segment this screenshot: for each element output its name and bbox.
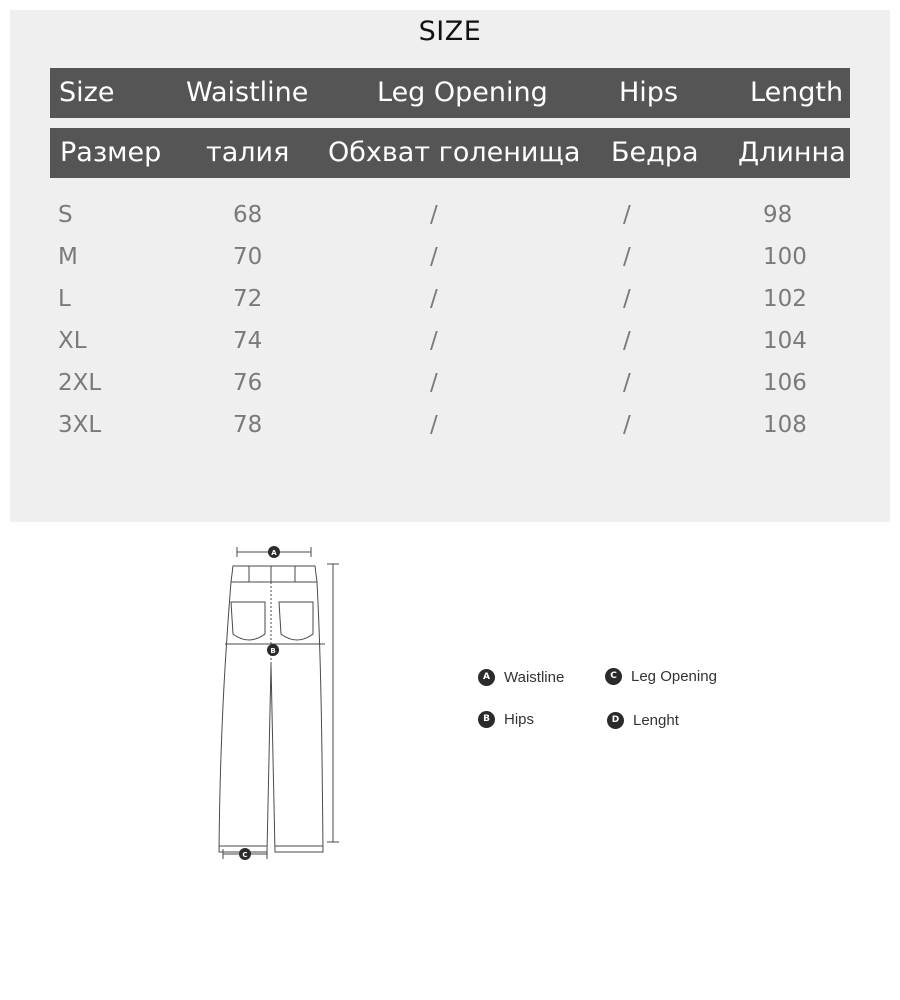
back-pocket-left <box>231 602 265 640</box>
marker-a-label: A <box>271 549 277 557</box>
header-waistline: Waistline <box>186 77 309 108</box>
cell-leg: / <box>430 370 438 396</box>
legend-label: Hips <box>504 710 535 728</box>
header-row-russian <box>50 128 850 178</box>
header-length: Length <box>750 77 844 108</box>
cell-length: 104 <box>763 328 807 354</box>
cell-leg: / <box>430 328 438 354</box>
table-row <box>0 236 900 278</box>
cell-waist: 70 <box>233 244 263 270</box>
header-ru-leg-opening: Обхват голенища <box>328 137 581 168</box>
cell-waist: 72 <box>233 286 263 312</box>
cell-size: L <box>58 286 71 312</box>
cell-length: 98 <box>763 202 793 228</box>
header-leg-opening: Leg Opening <box>377 77 548 108</box>
table-row <box>0 194 900 236</box>
header-ru-waistline: талия <box>206 137 290 168</box>
badge-c-icon: C <box>605 668 622 685</box>
badge-a-icon: A <box>478 669 495 686</box>
cell-size: XL <box>58 328 87 354</box>
cell-length: 102 <box>763 286 807 312</box>
cell-leg: / <box>430 202 438 228</box>
header-ru-hips: Бедра <box>611 137 699 168</box>
cell-length: 108 <box>763 412 807 438</box>
measurement-legend <box>478 664 778 734</box>
back-pocket-right <box>279 602 313 640</box>
legend-item-leg-opening <box>605 665 717 687</box>
pants-diagram <box>205 538 355 868</box>
cell-length: 106 <box>763 370 807 396</box>
header-row-english <box>50 68 850 118</box>
badge-b-icon: B <box>478 711 495 728</box>
size-chart-title: SIZE <box>418 16 482 47</box>
table-row <box>0 404 900 446</box>
cell-waist: 76 <box>233 370 263 396</box>
legend-label: Waistline <box>504 668 565 686</box>
header-ru-length: Длинна <box>738 137 846 168</box>
table-row <box>0 320 900 362</box>
cell-waist: 68 <box>233 202 263 228</box>
cell-waist: 74 <box>233 328 263 354</box>
marker-b-label: B <box>270 647 276 655</box>
cell-hips: / <box>623 370 631 396</box>
table-row <box>0 362 900 404</box>
marker-c-label: C <box>242 851 248 859</box>
cell-length: 100 <box>763 244 807 270</box>
legend-label: Lenght <box>633 711 679 729</box>
header-ru-size: Размер <box>60 137 162 168</box>
cell-size: S <box>58 202 73 228</box>
table-row <box>0 278 900 320</box>
cell-hips: / <box>623 328 631 354</box>
badge-d-icon: D <box>607 712 624 729</box>
cell-size: 3XL <box>58 412 102 438</box>
cell-hips: / <box>623 244 631 270</box>
cell-waist: 78 <box>233 412 263 438</box>
cell-size: 2XL <box>58 370 102 396</box>
cell-leg: / <box>430 412 438 438</box>
legend-label: Leg Opening <box>631 667 717 685</box>
legend-item-waistline <box>478 666 564 688</box>
cell-hips: / <box>623 286 631 312</box>
cell-size: M <box>58 244 78 270</box>
cell-leg: / <box>430 286 438 312</box>
waistband <box>231 566 317 582</box>
legend-item-hips <box>478 708 534 730</box>
header-hips: Hips <box>619 77 679 108</box>
cell-hips: / <box>623 412 631 438</box>
cell-leg: / <box>430 244 438 270</box>
cell-hips: / <box>623 202 631 228</box>
legend-item-length <box>607 709 679 731</box>
header-size: Size <box>59 77 115 108</box>
